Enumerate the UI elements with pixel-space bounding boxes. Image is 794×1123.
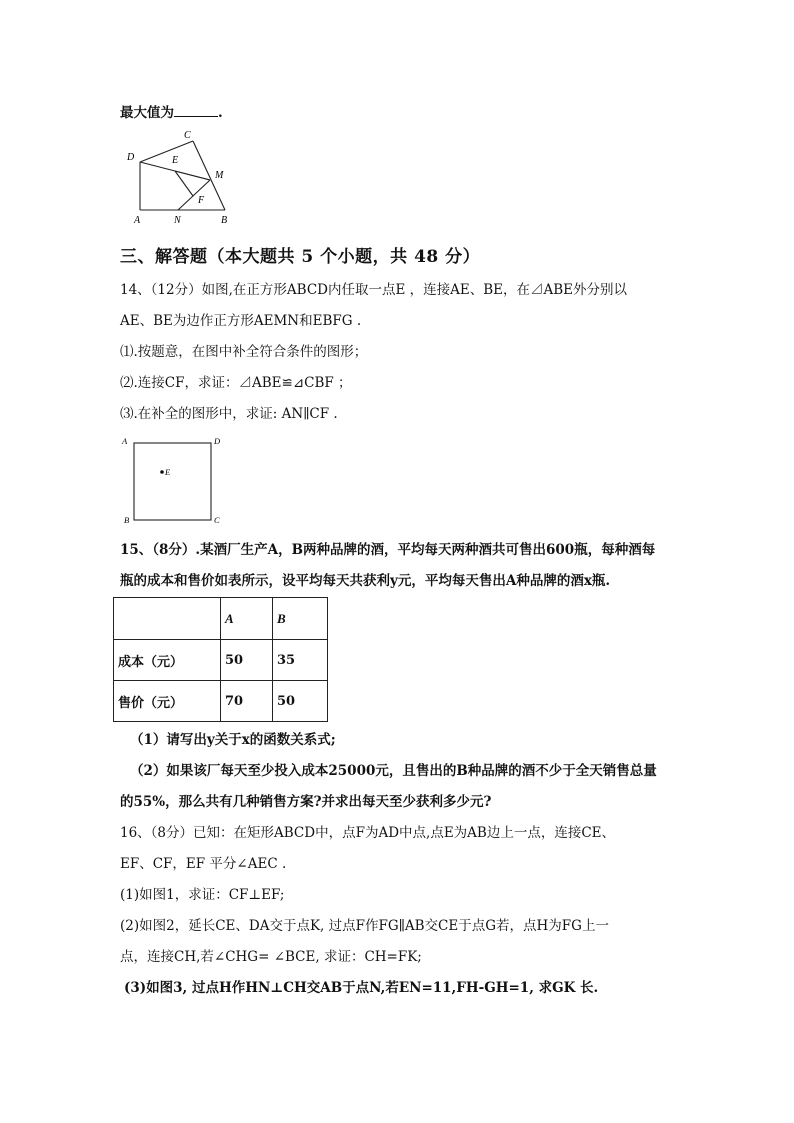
table-cell: 50 [221, 640, 273, 681]
q15-part1: （1）请写出y关于x的函数关系式; [130, 732, 336, 748]
label-n: N [174, 215, 181, 226]
q14-part2: ⑵.连接CF，求证：⊿ABE≌⊿CBF ； [120, 375, 352, 391]
q16-line2: EF、CF，EF 平分∠AEC . [120, 856, 287, 872]
q16-line1: 16、（8分）已知：在矩形ABCD中，点F为AD中点,点E为AB边上一点，连接CE、 [120, 825, 616, 841]
q16-part2-line1: (2)如图2，延长CE、DA交于点K, 过点F作FG∥AB交CE于点G若，点H为FG上一 [120, 918, 609, 934]
label-f: F [198, 195, 205, 206]
table-cell: 70 [221, 681, 273, 722]
label-b: B [221, 215, 228, 226]
q15-part2-line2: 的55%，那么共有几种销售方案?并求出每天至少获利多少元? [120, 794, 492, 810]
section-heading: 三、解答题（本大题共 5 个小题，共 48 分） [120, 247, 481, 267]
q14-line2: AE、BE为边作正方形AEMN和EBFG . [120, 313, 362, 329]
label-a: A [134, 215, 141, 226]
table-header-cell: A [221, 598, 273, 640]
point-e [160, 470, 164, 474]
label-c: C [184, 130, 191, 141]
square-label-a: A [122, 436, 128, 446]
segment-dc [140, 141, 193, 162]
q14-part3: ⑶.在补全的图形中，求证: AN∥CF . [120, 406, 338, 422]
square-label-c: C [214, 515, 220, 525]
answer-end: . [218, 105, 223, 121]
table-header-row [114, 598, 328, 640]
q15-line1: 15、（8分）.某酒厂生产A，B两种品牌的酒，平均每天两种酒共可售出600瓶，每种酒每 [120, 542, 656, 558]
table-row [114, 640, 328, 681]
q16-part3: (3)如图3, 过点H作HN⊥CH交AB于点N,若EN=11,FH-GH=1, 求GK 长. [124, 980, 599, 996]
square-label-d: D [214, 436, 221, 446]
label-e: E [172, 155, 179, 166]
answer-line [120, 104, 223, 122]
cost-price-table [113, 597, 328, 722]
table-header-cell [114, 598, 221, 640]
q16-part1: (1)如图1，求证：CF⊥EF; [120, 887, 285, 903]
label-d: D [127, 152, 135, 163]
square-abcd [134, 443, 211, 520]
q16-part2-line2: 点，连接CH,若∠CHG= ∠BCE, 求证：CH=FK; [120, 949, 422, 965]
q15-line2: 瓶的成本和售价如表所示，设平均每天共获利y元，平均每天售出A种品牌的酒x瓶. [120, 573, 611, 589]
table-header-cell: B [273, 598, 328, 640]
table-cell: 成本（元） [114, 640, 221, 681]
answer-prompt: 最大值为 [120, 105, 174, 121]
square-label-b: B [124, 515, 130, 525]
square-figure [118, 432, 228, 528]
segment-nm [178, 180, 210, 210]
table-row [114, 681, 328, 722]
table-cell: 50 [273, 681, 328, 722]
square-label-e: E [165, 467, 171, 477]
q15-part2-line1: （2）如果该厂每天至少投入成本25000元，且售出的B种品牌的酒不少于全天销售总量 [130, 763, 657, 779]
geometry-figure-1 [124, 126, 236, 230]
q14-line1: 14、（12分）如图,在正方形ABCD内任取一点E ，连接AE、BE，在⊿ABE外分别以 [120, 282, 628, 298]
label-m: M [215, 170, 224, 181]
table-cell: 35 [273, 640, 328, 681]
answer-blank[interactable] [174, 104, 218, 117]
q14-part1: ⑴.按题意，在图中补全符合条件的图形； [120, 344, 368, 360]
table-cell: 售价（元） [114, 681, 221, 722]
